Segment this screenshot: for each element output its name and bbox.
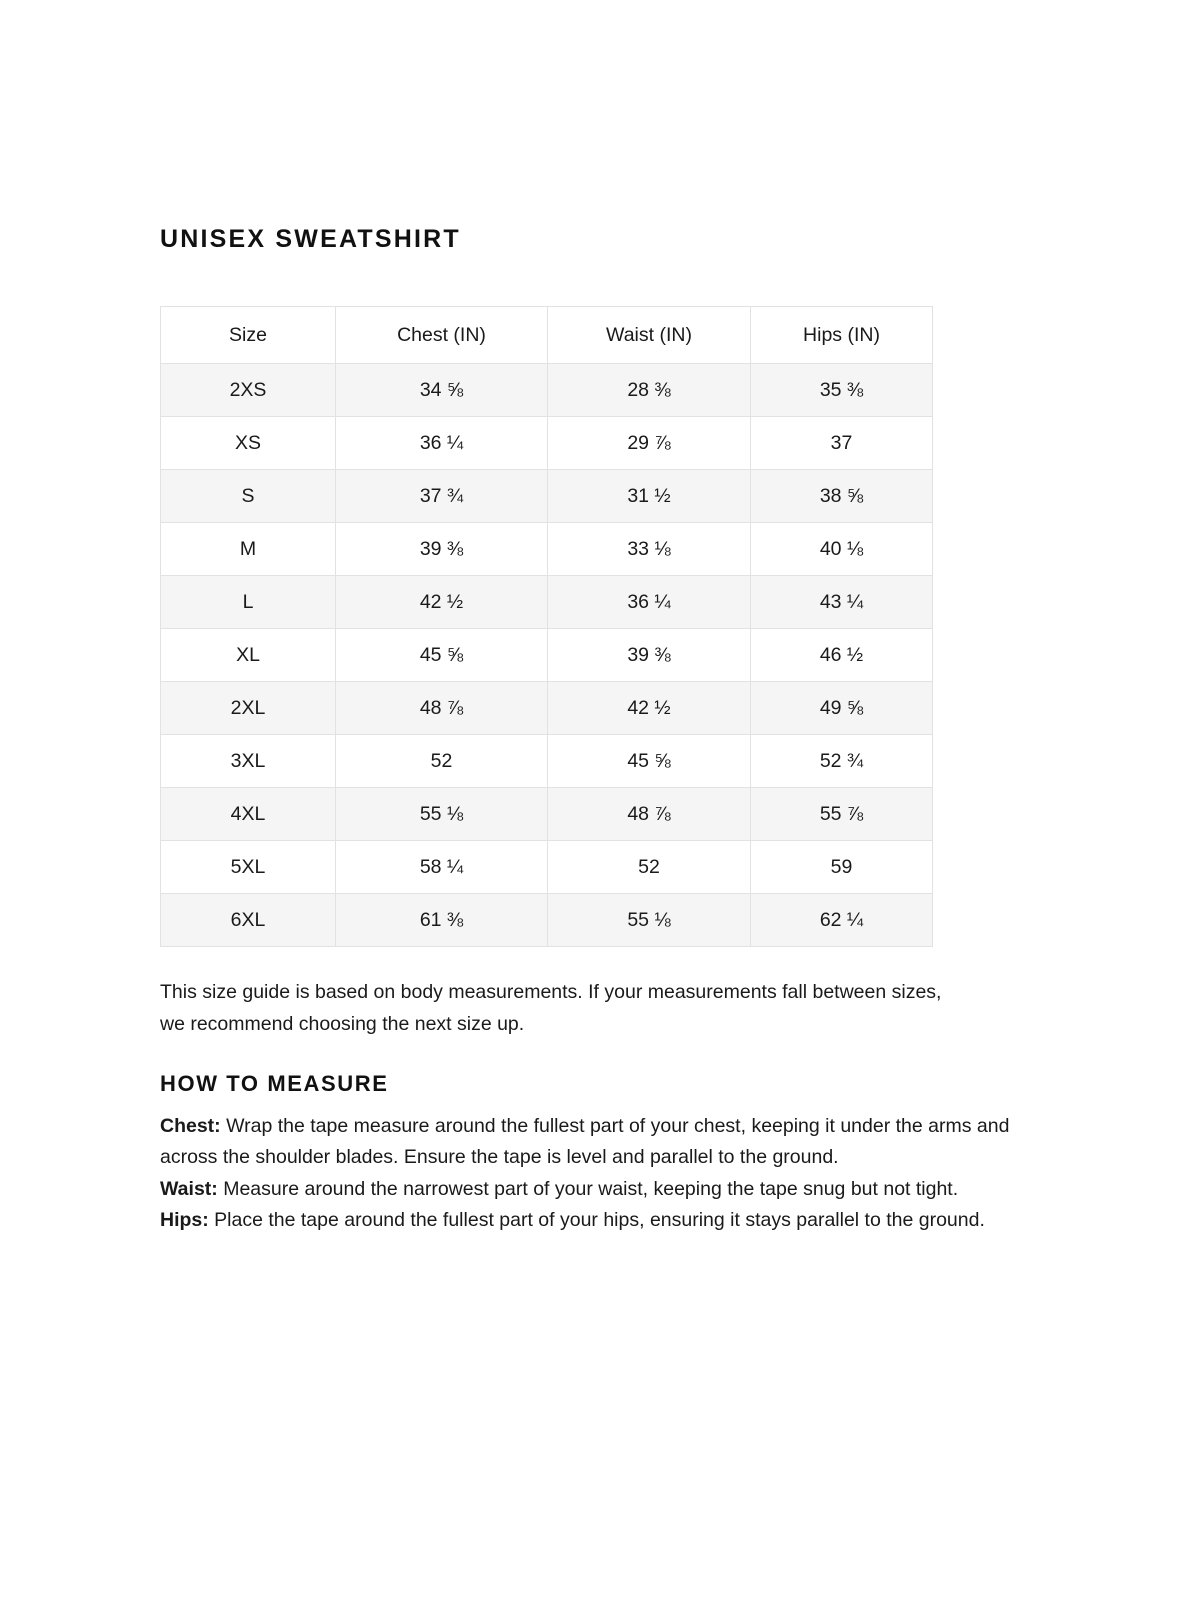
cell-chest: 58 ¼ [336, 841, 548, 894]
cell-waist: 45 ⅝ [548, 735, 751, 788]
cell-chest: 45 ⅝ [336, 629, 548, 682]
cell-waist: 55 ⅛ [548, 894, 751, 947]
measure-chest-label: Chest: [160, 1114, 221, 1137]
table-row [161, 523, 933, 576]
table-row [161, 470, 933, 523]
size-chart-table [160, 306, 933, 947]
table-row [161, 841, 933, 894]
cell-chest: 61 ⅜ [336, 894, 548, 947]
table-row [161, 894, 933, 947]
measure-waist-label: Waist: [160, 1177, 218, 1200]
table-row [161, 735, 933, 788]
cell-waist: 39 ⅜ [548, 629, 751, 682]
cell-size: XL [161, 629, 336, 682]
cell-chest: 55 ⅛ [336, 788, 548, 841]
measure-hips [160, 1205, 1030, 1237]
cell-waist: 42 ½ [548, 682, 751, 735]
cell-hips: 62 ¼ [751, 894, 933, 947]
cell-waist: 52 [548, 841, 751, 894]
cell-waist: 36 ¼ [548, 576, 751, 629]
measure-chest-text: Wrap the tape measure around the fullest part of your chest, keeping it under the arms and across the shoulder blades. Ensure the tape is level and parallel to the ground. [160, 1114, 1010, 1169]
table-header [161, 307, 933, 364]
cell-chest: 48 ⅞ [336, 682, 548, 735]
measure-waist-text: Measure around the narrowest part of your waist, keeping the tape snug but not tight. [217, 1177, 959, 1200]
how-to-measure-content [160, 1111, 1030, 1237]
cell-chest: 52 [336, 735, 548, 788]
cell-waist: 31 ½ [548, 470, 751, 523]
table-row [161, 576, 933, 629]
cell-hips: 35 ⅜ [751, 364, 933, 417]
measure-waist [160, 1174, 1030, 1206]
cell-hips: 38 ⅝ [751, 470, 933, 523]
cell-chest: 34 ⅝ [336, 364, 548, 417]
page-title: UNISEX SWEATSHIRT [160, 225, 461, 253]
cell-waist: 33 ⅛ [548, 523, 751, 576]
cell-hips: 59 [751, 841, 933, 894]
cell-waist: 48 ⅞ [548, 788, 751, 841]
measure-hips-label: Hips: [160, 1209, 209, 1232]
size-guide-note: This size guide is based on body measurements. If your measurements fall between sizes, we recommend choosing the next size up. [160, 981, 942, 1035]
table-row [161, 364, 933, 417]
cell-size: S [161, 470, 336, 523]
cell-size: 4XL [161, 788, 336, 841]
cell-hips: 49 ⅝ [751, 682, 933, 735]
column-header-size: Size [161, 307, 336, 364]
cell-chest: 39 ⅜ [336, 523, 548, 576]
cell-chest: 37 ¾ [336, 470, 548, 523]
cell-hips: 46 ½ [751, 629, 933, 682]
column-header-waist: Waist (IN) [548, 307, 751, 364]
cell-chest: 42 ½ [336, 576, 548, 629]
cell-waist: 28 ⅜ [548, 364, 751, 417]
cell-waist: 29 ⅞ [548, 417, 751, 470]
table-header-row [161, 307, 933, 364]
cell-size: XS [161, 417, 336, 470]
cell-size: L [161, 576, 336, 629]
cell-size: 2XS [161, 364, 336, 417]
table-row [161, 417, 933, 470]
table-row [161, 788, 933, 841]
cell-hips: 40 ⅛ [751, 523, 933, 576]
table-row [161, 629, 933, 682]
measure-chest [160, 1111, 1030, 1174]
cell-size: 2XL [161, 682, 336, 735]
column-header-hips: Hips (IN) [751, 307, 933, 364]
column-header-chest: Chest (IN) [336, 307, 548, 364]
table-body [161, 364, 933, 947]
cell-hips: 43 ¼ [751, 576, 933, 629]
cell-size: 6XL [161, 894, 336, 947]
cell-hips: 52 ¾ [751, 735, 933, 788]
cell-size: 3XL [161, 735, 336, 788]
cell-size: M [161, 523, 336, 576]
cell-chest: 36 ¼ [336, 417, 548, 470]
how-to-measure-title: HOW TO MEASURE [160, 1070, 389, 1096]
cell-hips: 55 ⅞ [751, 788, 933, 841]
table-row [161, 682, 933, 735]
cell-hips: 37 [751, 417, 933, 470]
measure-hips-text: Place the tape around the fullest part of your hips, ensuring it stays parallel to the ground. [208, 1209, 985, 1232]
cell-size: 5XL [161, 841, 336, 894]
